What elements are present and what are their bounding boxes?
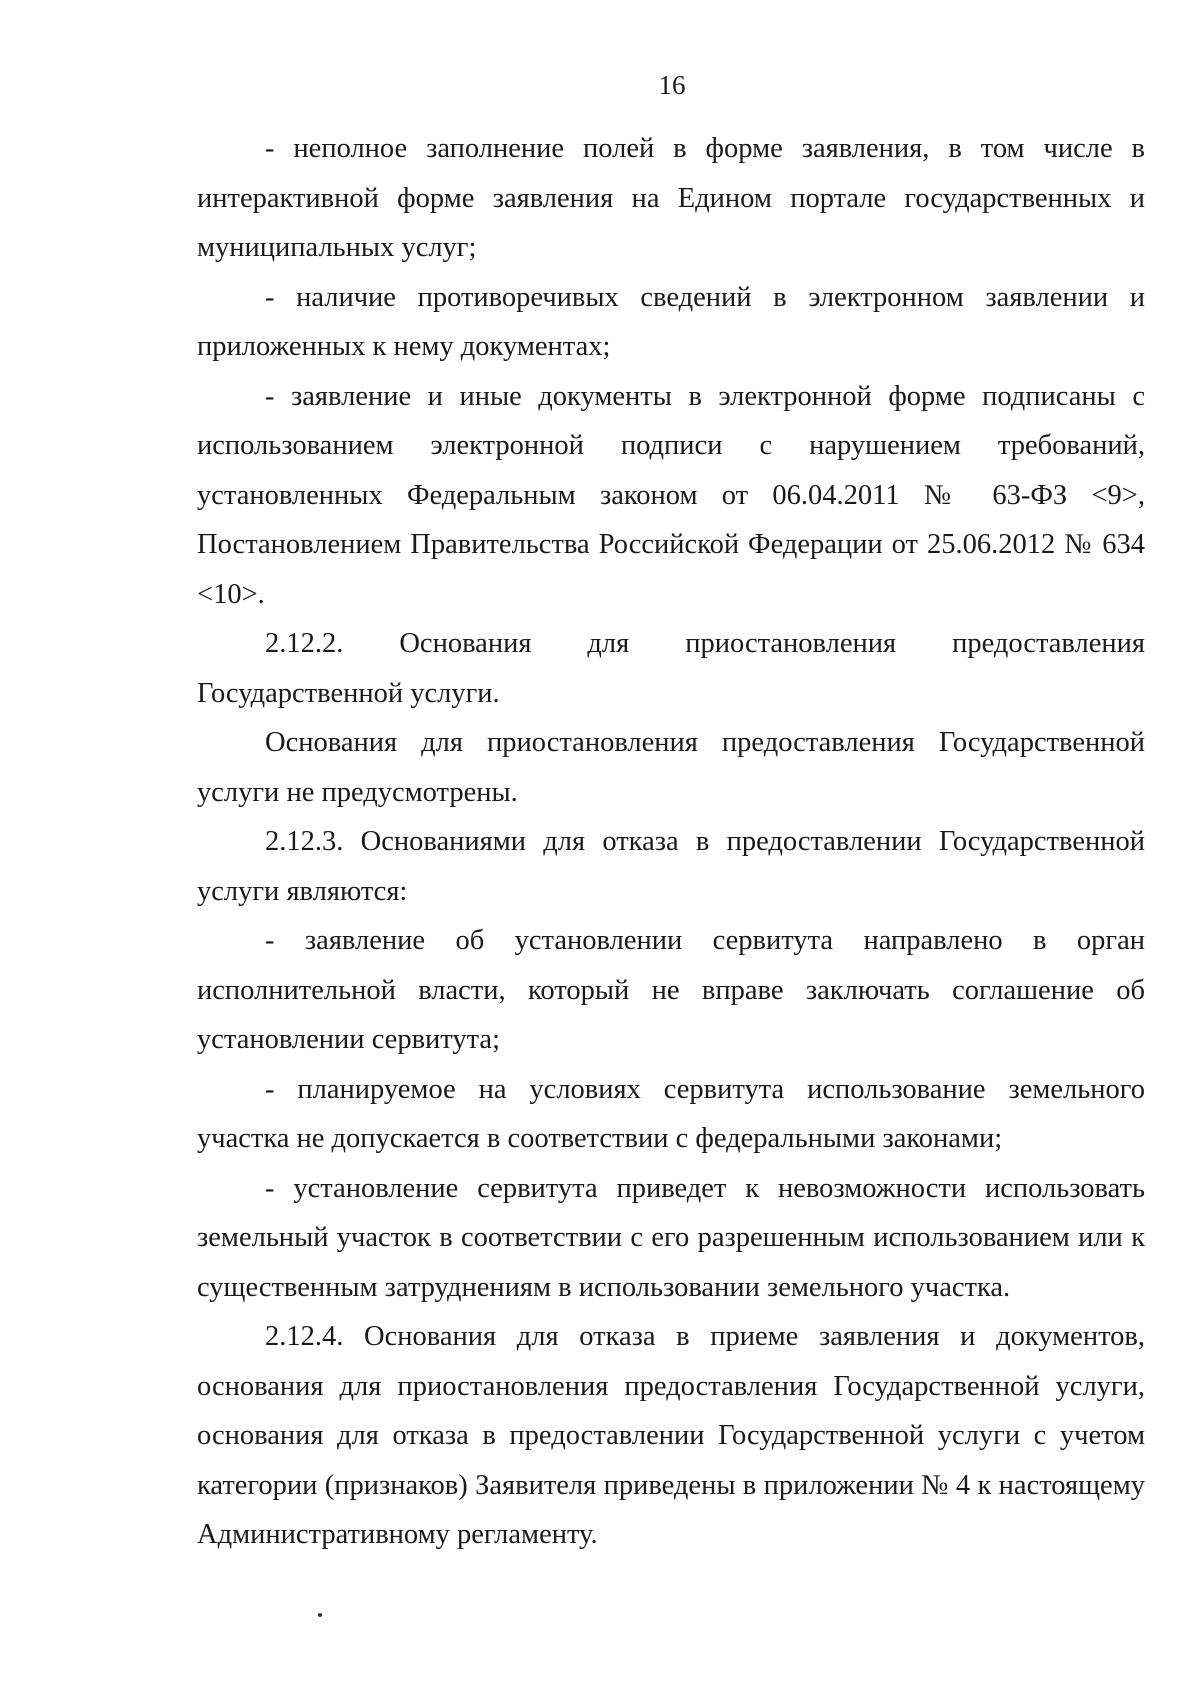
paragraph-no-suspension-grounds: Основания для приостановления предоставления Государственной услуги не предусмотрены. <box>197 727 1145 808</box>
paragraph-not-permitted-use: - планируемое на условиях сервитута использование земельного участка не допускается в соответствии с федеральными законами; <box>197 1073 1145 1154</box>
paragraph-incomplete-fields: - неполное заполнение полей в форме заявления, в том числе в интерактивной форме заявления на Едином портале государственных и муниципальных услуг; <box>197 133 1145 263</box>
page-number: 16 <box>658 70 686 100</box>
paragraph-signature-violation: - заявление и иные документы в электронной форме подписаны с использованием электронной подписи с нарушением требований, установленных Федеральным законом от 06.04.2011 № 63-ФЗ <9>, Постановлением Правительства Российской Федерации от 25.06.2012 № 634 <10>. <box>197 380 1145 610</box>
paragraph-impossible-use: - установление сервитута приведет к невозможности использовать земельный участок в соответствии с его разрешенным использованием или к существенным затруднениям в использовании земельного участка. <box>197 1172 1145 1303</box>
paragraph-section-2-12-4: 2.12.4. Основания для отказа в приеме заявления и документов, основания для приостановления предоставления Государственной услуги, основания для отказа в предоставлении Государственной услуги с учетом категории (признаков) Заявителя приведены в приложении № 4 к настоящему Административному регламенту. <box>197 1321 1145 1550</box>
document-body <box>197 124 1145 1560</box>
paragraph-section-2-12-3: 2.12.3. Основаниями для отказа в предоставлении Государственной услуги являются: <box>197 826 1145 907</box>
scan-artifact-dot <box>318 1613 322 1617</box>
paragraph-wrong-authority: - заявление об установлении сервитута направлено в орган исполнительной власти, который не вправе заключать соглашение об установлении сервитута; <box>197 925 1145 1055</box>
paragraph-contradictory-info: - наличие противоречивых сведений в электронном заявлении и приложенных к нему документах; <box>197 281 1145 362</box>
paragraph-section-2-12-2: 2.12.2. Основания для приостановления предоставления Государственной услуги. <box>197 628 1145 709</box>
